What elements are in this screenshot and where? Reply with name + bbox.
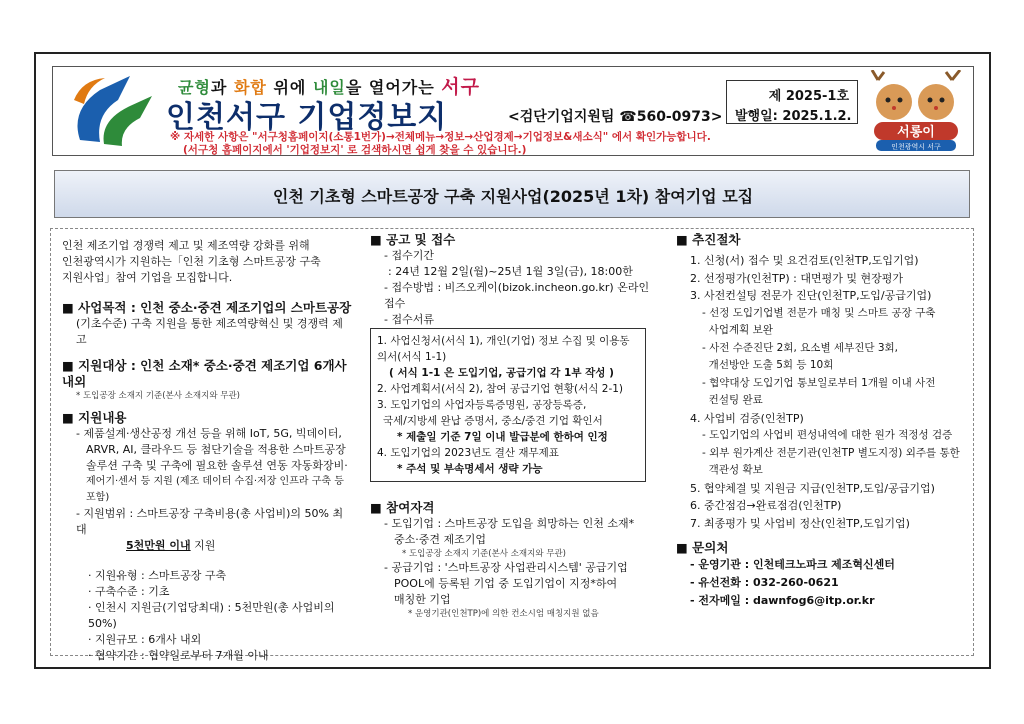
procedure-detail: - 도입기업의 사업비 편성내역에 대한 원가 적정성 검증 (702, 429, 953, 441)
period-value: : 24년 12월 2일(월)~25년 1월 3일(금), 18:00한 (388, 265, 633, 278)
purpose-continuation: (기초수준) 구축 지원을 통한 제조역량혁신 및 경쟁력 제고 (76, 317, 343, 346)
contact-phone: - 유선전화 : 032-260-0621 (690, 576, 839, 589)
intro-line: 지원사업」참여 기업을 모집합니다. (62, 271, 233, 284)
mascot-name: 서롱이 (897, 125, 935, 140)
support-content-heading: ■ 지원내용 (62, 410, 352, 426)
notice-heading: ■ 공고 및 접수 (370, 232, 660, 248)
qualification-line: - 도입기업 : 스마트공장 도입을 희망하는 인천 소재* (384, 517, 635, 530)
right-column (676, 232, 972, 610)
detail-item: · 인천시 지원금(기업당최대) : 5천만원(총 사업비의 50%) (88, 601, 335, 630)
doc-note: * 주석 및 부속명세서 생략 가능 (397, 463, 543, 475)
newsletter-title: 인천서구 기업정보지 (166, 100, 448, 135)
required-documents-box (370, 328, 646, 482)
detail-item: · 구축수준 : 기초 (88, 585, 170, 598)
support-line: 솔루션 구축 및 구축에 필요한 솔루션 연동 자동화장비· (86, 459, 348, 472)
support-amount-value: 5천만원 이내 (126, 539, 191, 552)
seo-gu-logo (60, 70, 160, 152)
issue-info-box (726, 80, 858, 124)
qualification-line: 중소·중견 제조기업 (394, 533, 487, 546)
title-banner (54, 170, 970, 218)
detail-item: · 지원규모 : 6개사 내외 (88, 633, 202, 646)
intro-line: 인천광역시가 지원하는「인천 기초형 스마트공장 구축 (62, 255, 321, 268)
qualification-line: - 공급기업 : '스마트공장 사업관리시스템' 공급기업 (384, 561, 628, 574)
detail-list (62, 568, 352, 664)
procedure-detail: 개선방안 도출 5회 등 10회 (702, 359, 834, 371)
issue-number: 제 2025-1호 (768, 89, 849, 104)
mascot-caption: 인천광역시 서구 (891, 143, 941, 151)
detail-item: · 협약기간 : 협약일로부터 7개월 이내 (88, 649, 269, 662)
doc-item: 2. 사업계획서(서식 2), 참여 공급기업 현황(서식 2-1) (377, 383, 624, 395)
slogan: 균형과 화합 위에 내일을 열어가는 서구 (178, 76, 480, 98)
banner-title: 인천 기초형 스마트공장 구축 지원사업(2025년 1차) 참여기업 모집 (272, 187, 754, 206)
procedure-detail: 객관성 확보 (702, 464, 763, 476)
procedure-step: 5. 협약체결 및 지원금 지급(인천TP,도입/공급기업) (690, 481, 935, 495)
website-note: ※ 자세한 사항은 "서구청홈페이지(소통1번가)→전체메뉴→정보→산업경제→기업정보&새소식" 에서 확인가능합니다. (170, 131, 711, 143)
middle-column (370, 232, 660, 620)
doc-note: ( 서식 1-1 은 도입기업, 공급기업 각 1부 작성 ) (389, 367, 614, 379)
procedure-detail: - 선정 도입기업별 전문가 매칭 및 스마트 공장 구축 (702, 306, 936, 319)
period-label: - 접수기간 (384, 249, 434, 262)
intro-line: 인천 제조기업 경쟁력 제고 및 제조역량 강화를 위해 (62, 239, 310, 252)
procedure-step: 2. 선정평가(인천TP) : 대면평가 및 현장평가 (690, 271, 904, 285)
procedure-step: 3. 사전컨설팅 전문가 진단(인천TP,도입/공급기업) (690, 289, 932, 302)
contact-heading: ■ 문의처 (676, 540, 972, 556)
target-note: * 도입공장 소재지 기준(본사 소재지와 무관) (76, 391, 240, 401)
qualification-line: POOL에 등록된 기업 중 도입기업이 지정*하여 (394, 577, 618, 590)
qualification-note: * 운영기관(인천TP)에 의한 컨소시엄 매칭지원 없음 (408, 609, 599, 619)
detail-item: · 지원유형 : 스마트공장 구축 (88, 569, 227, 582)
qualification-line: 매칭한 기업 (394, 593, 451, 606)
procedure-step: 6. 중간점검→완료점검(인천TP) (690, 499, 842, 512)
qualification-heading: ■ 참여자격 (370, 500, 660, 516)
qualification-note: * 도입공장 소재지 기준(본사 소재지와 무관) (402, 549, 566, 559)
purpose-heading: ■ 사업목적 : 인천 중소·중견 제조기업의 스마트공장 (62, 300, 352, 316)
method: - 접수방법 : 비즈오케이(bizok.incheon.go.kr) 온라인 접수 (384, 281, 650, 310)
support-line: ARVR, AI, 클라우드 등 첨단기술을 적용한 스마트공장 (86, 443, 346, 456)
procedure-detail: - 사전 수준진단 2회, 요소별 세부진단 3회, (702, 341, 898, 354)
doc-item: 4. 도입기업의 2023년도 결산 재무제표 (377, 447, 559, 459)
issue-date: 발행일: 2025.1.2. (735, 109, 852, 124)
department-contact: <검단기업지원팀 ☎560-0973> (508, 109, 723, 125)
procedure-detail: 사업계획 보완 (702, 324, 773, 336)
procedure-heading: ■ 추진절차 (676, 232, 972, 248)
doc-note: * 제출일 기준 7일 이내 발급분에 한하여 인정 (397, 431, 608, 443)
docs-label: - 접수서류 (384, 313, 434, 326)
procedure-step: 1. 신청(서) 접수 및 요건검토(인천TP,도입기업) (690, 254, 919, 267)
procedure-step: 4. 사업비 검증(인천TP) (690, 411, 804, 425)
doc-item: 1. 사업신청서(서식 1), 개인(기업) 정보 수집 및 이용동의서(서식 1-1) (377, 335, 630, 363)
doc-item: 3. 도입기업의 사업자등록증명원, 공장등록증, (377, 399, 587, 411)
support-amount (62, 538, 352, 554)
intro-text (62, 238, 352, 286)
support-line: 제어기·센서 등 지원 (제조 데이터 수집·저장 인프라 구축 등 포함) (86, 476, 344, 503)
procedure-detail: - 협약대상 도입기업 통보일로부터 1개월 이내 사전 (702, 376, 936, 389)
procedure-detail: 컨설팅 완료 (702, 394, 763, 406)
support-range: - 지원범위 : 스마트공장 구축비용(총 사업비)의 50% 최대 (76, 507, 344, 536)
procedure-detail: - 외부 원가계산 전문기관(인천TP 별도지정) 외주를 통한 (702, 446, 960, 459)
left-column (62, 238, 352, 664)
support-line: - 제품설계·생산공정 개선 등을 위해 IoT, 5G, 빅데이터, (76, 427, 342, 440)
mascot-image (864, 70, 968, 152)
doc-item: 국세/지방세 완납 증명서, 중소/중견 기업 확인서 (383, 415, 603, 427)
procedure-list (676, 252, 972, 532)
search-note: (서구청 홈페이지에서 '기업정보지' 로 검색하시면 쉽게 찾을 수 있습니다.) (183, 144, 527, 156)
target-heading: ■ 지원대상 : 인천 소재* 중소·중견 제조기업 6개사 내외 (62, 358, 352, 390)
contact-operator: - 운영기관 : 인천테크노파크 제조혁신센터 (690, 558, 895, 571)
support-amount-suffix: 지원 (190, 539, 216, 552)
procedure-step: 7. 최종평가 및 사업비 정산(인천TP,도입기업) (690, 516, 910, 530)
contact-email: - 전자메일 : dawnfog6@itp.or.kr (690, 594, 875, 607)
